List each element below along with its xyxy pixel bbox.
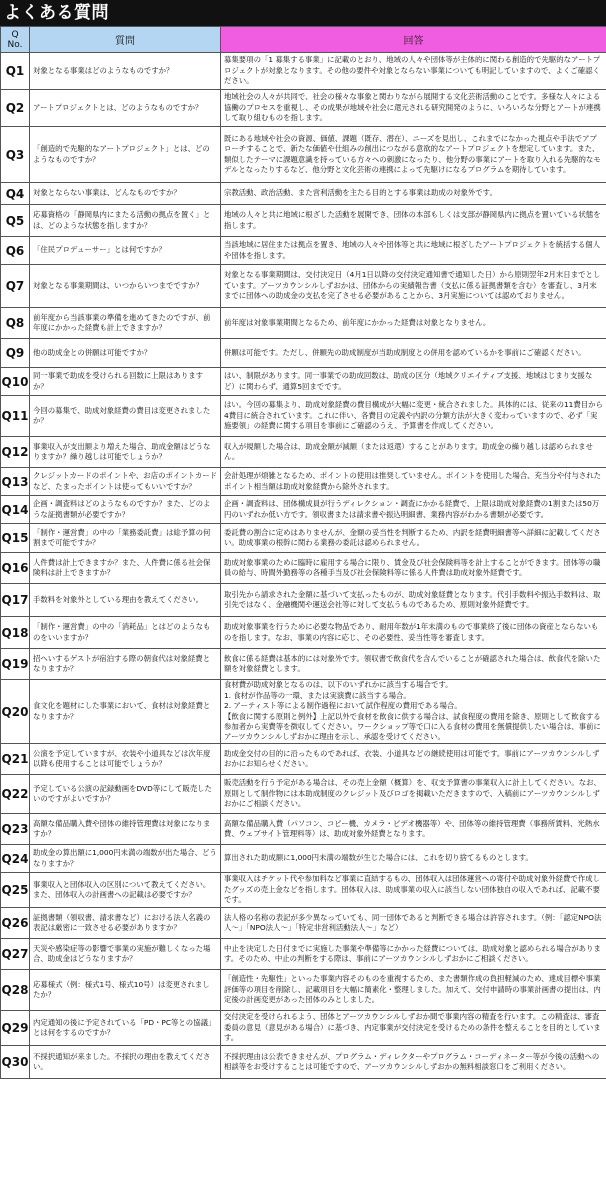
answer-cell xyxy=(221,584,606,617)
table-row xyxy=(1,970,606,1011)
answer-cell xyxy=(221,368,606,396)
answer-text: 販売活動を行う予定がある場合は、その売上金額（概算）を、収支予算書の事業収入に計上してください。なお、原則として制作物には本助成制度のクレジット及びロゴを掲載いただきますので、入稿前にアーツカウンシルしずおかにご相談ください。 xyxy=(224,778,601,809)
table-row xyxy=(1,873,606,908)
table-row xyxy=(1,524,606,553)
answer-text: 当該地域に居住または拠点を置き、地域の人々や団体等と共に地域に根ざしたアートプロジェクトを統括する個人や団体を指します。 xyxy=(224,240,601,260)
question-number: Q17 xyxy=(1,584,30,617)
question-text: 他の助成金との併願は可能ですか？ xyxy=(33,347,152,357)
answer-text: 宗教活動、政治活動、また営利活動を主たる目的とする事業は助成の対象外です。 xyxy=(224,188,497,198)
answer-text: 事業収入はチケット代や参加料など事業に直結するもの、団体収入は団体運営への寄付や助成対象外経費で作成したグッズの売上金などを指します。団体収入は、助成事業の収入に該当しない団体独自の収入であれば、記載不要です。 xyxy=(224,874,600,905)
question-text: クレジットカードのポイントや、お店のポイントカードなど、たまったポイントは使ってもいいですか？ xyxy=(33,471,217,491)
question-cell xyxy=(30,1011,221,1046)
table-row xyxy=(1,339,606,368)
table-row xyxy=(1,205,606,237)
question-cell xyxy=(30,873,221,908)
question-cell xyxy=(30,970,221,1011)
question-number: Q25 xyxy=(1,873,30,908)
answer-cell xyxy=(221,617,606,649)
question-number: Q22 xyxy=(1,775,30,814)
question-number: Q24 xyxy=(1,845,30,873)
table-row xyxy=(1,308,606,339)
question-number: Q12 xyxy=(1,437,30,468)
question-number: Q23 xyxy=(1,814,30,845)
answer-cell xyxy=(221,970,606,1011)
question-cell xyxy=(30,775,221,814)
table-row xyxy=(1,90,606,127)
question-cell xyxy=(30,396,221,437)
answer-cell xyxy=(221,183,606,205)
answer-text: 算出された助成額に1,000円未満の端数が生じた場合には、これを切り捨てるものとします。 xyxy=(224,853,533,863)
answer-text: 中止を決定した日付までに実施した事業や準備等にかかった経費については、助成対象と認められる場合があります。そのため、中止の判断をする際は、事前にアーツカウンシルしずおかにご相談ください。 xyxy=(224,943,601,963)
table-row xyxy=(1,468,606,496)
answer-text: 食材費が助成対象となるのは、以下のいずれかに該当する場合です。 1. 食材が作品等の一環、または実演費に該当する場合。 2. アーティスト等による制作過程において試作程度の費用である場合。 【飲食に関する原則と例外】上記以外で食材を飲食に供する場合は、試食程度の費用を除き、原則として飲食する参加者から実費等を徴収してください。ワークショップ等で口に入る食材の費用を無償提供したい場合は、事前にアーツカウンシルしずおかに理由を示し、承認を受けてください。 xyxy=(224,680,601,742)
answer-text: 募集要項の「1 募集する事業」に記載のとおり、地域の人々や団体等が主体的に関わる創造的で先駆的なアートプロジェクトが対象となります。その他の要件や対象とならない事業についても明記していますので、よくご確認ください。 xyxy=(224,55,601,86)
question-cell xyxy=(30,53,221,90)
answer-cell xyxy=(221,127,606,183)
question-cell xyxy=(30,183,221,205)
table-row xyxy=(1,617,606,649)
table-row xyxy=(1,680,606,744)
answer-cell xyxy=(221,873,606,908)
answer-cell xyxy=(221,53,606,90)
table-row xyxy=(1,845,606,873)
question-number: Q27 xyxy=(1,939,30,970)
answer-cell xyxy=(221,237,606,265)
question-cell xyxy=(30,437,221,468)
question-text: 応募様式（例：様式1号、様式10号）は変更されましたか？ xyxy=(33,979,210,999)
question-text: 内定通知の後に予定されている「PD・PC等との協議」とは何をするのですか？ xyxy=(33,1017,216,1037)
question-number: Q28 xyxy=(1,970,30,1011)
answer-cell xyxy=(221,339,606,368)
table-row xyxy=(1,437,606,468)
answer-text: 法人格の名称の表記が多少異なっていても、同一団体であると判断できる場合は許容されます。（例：「認定NPO法人～」「NPO法人～」「特定非営利活動法人～」など） xyxy=(224,912,602,932)
header-question: 質問 xyxy=(30,27,221,53)
question-number: Q11 xyxy=(1,396,30,437)
answer-cell xyxy=(221,308,606,339)
question-number: Q13 xyxy=(1,468,30,496)
question-text: 人件費は計上できますか？また、人件費に係る社会保険料は計上できますか？ xyxy=(33,557,211,577)
answer-cell xyxy=(221,90,606,127)
table-row xyxy=(1,775,606,814)
question-cell xyxy=(30,845,221,873)
question-cell xyxy=(30,553,221,584)
question-text: 証拠書類（領収書、請求書など）における法人名義の表記は厳密に一致させる必要がありますか？ xyxy=(33,912,211,932)
question-cell xyxy=(30,496,221,524)
question-text: 助成金の算出額に1,000円未満の端数が出た場合、どうなりますか？ xyxy=(33,848,217,868)
table-row xyxy=(1,127,606,183)
question-text: 不採択通知が来ました。不採択の理由を教えてください。 xyxy=(33,1051,211,1071)
answer-text: 収入が規額した場合は、助成金額が減額（または返還）することがあります。助成金の繰り越しは認められません。 xyxy=(224,441,593,461)
answer-cell xyxy=(221,524,606,553)
table-row xyxy=(1,237,606,265)
table-row xyxy=(1,1046,606,1079)
table-row xyxy=(1,265,606,308)
question-text: 今回の募集で、助成対象経費の費目は変更されましたか？ xyxy=(33,405,211,425)
answer-cell xyxy=(221,908,606,939)
question-text: 公演を予定していますが、衣装や小道具などは次年度以降も使用することは可能でしょうか？ xyxy=(33,748,211,768)
question-cell xyxy=(30,339,221,368)
question-cell xyxy=(30,939,221,970)
table-row xyxy=(1,496,606,524)
answer-text: 「創造性・先駆性」といった事業内容そのものを重視するため、また書類作成の負担軽減のため、達成目標や事業評価等の項目を削除し、記載項目を大幅に簡素化・整理しました。加えて、交付申請時の事業計画書の提出は、内定後の計画変更があった団体のみとしました。 xyxy=(224,974,601,1005)
table-row xyxy=(1,553,606,584)
question-cell xyxy=(30,744,221,775)
answer-text: 高額な備品購入費（パソコン、コピー機、カメラ・ビデオ機器等）や、団体等の維持管理費（事務所賃料、光熱水費、ウェブサイト管理料等）は、助成対象外経費となります。 xyxy=(224,818,600,838)
table-row xyxy=(1,1011,606,1046)
question-text: 天災や感染症等の影響で事業の実施が難しくなった場合、助成金はどうなりますか？ xyxy=(33,943,211,963)
answer-cell xyxy=(221,775,606,814)
answer-text: 委託費の割合に定めはありませんが、金額の妥当性を判断するため、内訳を経費明細書等へ詳細に記載してください。助成事業の根幹に関わる業務の委託は認められません。 xyxy=(224,527,601,547)
answer-text: 企画・調査料は、団体構成員が行うディレクション・調査にかかる経費で、上限は助成対象経費の1割または50万円のいずれか低い方です。領収書または請求書や振込明細書、業務内容がわかる書類が必要です。 xyxy=(224,499,600,519)
answer-text: 前年度は対象事業期間となるため、前年度にかかった経費は対象となりません。 xyxy=(224,317,491,327)
table-row xyxy=(1,368,606,396)
question-text: 手数料を対象外としている理由を教えてください。 xyxy=(33,594,203,604)
question-text: 食文化を題材にした事業において、食材は対象経費となりますか？ xyxy=(33,701,211,721)
answer-cell xyxy=(221,1046,606,1079)
question-cell xyxy=(30,127,221,183)
page-title: よくある質問 xyxy=(0,0,606,26)
answer-cell xyxy=(221,396,606,437)
question-text: 「創造的で先駆的なアートプロジェクト」とは、どのようなものですか？ xyxy=(33,144,210,164)
question-cell xyxy=(30,368,221,396)
answer-text: 助成対象事業のために臨時に雇用する場合に限り、賃金及び社会保険料等を計上することができます。団体等の職員の給与、時間外勤務等の各種手当及び社会保険料等に係る人件費は助成対象外経費です。 xyxy=(224,557,601,577)
answer-text: 不採択理由は公表できませんが、プログラム・ディレクターやプログラム・コーディネーター等が今後の活動への相談等をお受けすることは可能ですので、アーツカウンシルしずおかの無料相談窓口をご利用ください。 xyxy=(224,1051,600,1071)
question-cell xyxy=(30,908,221,939)
answer-text: はい、制限があります。同一事業での助成回数は、助成の区分（地域クリエイティブ支援、地域はじまり支援など）に関わらず、通算5回までです。 xyxy=(224,371,593,391)
question-cell xyxy=(30,617,221,649)
question-cell xyxy=(30,680,221,744)
question-number: Q9 xyxy=(1,339,30,368)
answer-text: 併願は可能です。ただし、併願先の助成制度が当助成制度との併用を認めているかを事前にご確認ください。 xyxy=(224,347,586,357)
table-row xyxy=(1,939,606,970)
question-cell xyxy=(30,649,221,680)
answer-cell xyxy=(221,814,606,845)
question-text: 対象となる事業はどのようなものですか？ xyxy=(33,65,174,75)
question-number: Q15 xyxy=(1,524,30,553)
answer-cell xyxy=(221,939,606,970)
answer-cell xyxy=(221,496,606,524)
question-text: 予定している公演の記録動画をDVD等にして販売したいのですがよいですか？ xyxy=(33,783,212,803)
answer-cell xyxy=(221,1011,606,1046)
question-number: Q29 xyxy=(1,1011,30,1046)
question-text: 事業収入が支出額より増えた場合、助成金額はどうなりますか？繰り越しは可能でしょうか？ xyxy=(33,441,211,461)
answer-text: 地域の人々と共に地域に根ざした活動を展開でき、団体の本部もしくは支部が静岡県内に拠点を置いている状態を指します。 xyxy=(224,210,601,230)
answer-text: 助成対象事業を行うために必要な物品であり、耐用年数が1年未満のもので事業終了後に団体の資産とならないものを指します。なお、事業の内容に応じ、その必要性、妥当性等を審査します。 xyxy=(224,622,599,642)
question-number: Q5 xyxy=(1,205,30,237)
question-number: Q3 xyxy=(1,127,30,183)
answer-text: 交付決定を受けられるよう、団体とアーツカウンシルしずおか間で事業内容の精査を行います。この精査は、審査委員の意見（意見がある場合）に基づき、内定事業が交付決定を受けるための条件を整えることを目的としています。 xyxy=(224,1012,601,1043)
table-row xyxy=(1,908,606,939)
question-number: Q6 xyxy=(1,237,30,265)
table-row xyxy=(1,183,606,205)
question-number: Q10 xyxy=(1,368,30,396)
question-text: 対象とならない事業は、どんなものですか？ xyxy=(33,188,181,198)
question-number: Q19 xyxy=(1,649,30,680)
answer-text: 飲食に係る経費は基本的には対象外です。領収書で飲食代を含んでいることが確認された場合は、飲食代を除いた額を対象経費とします。 xyxy=(224,653,601,673)
question-cell xyxy=(30,237,221,265)
answer-cell xyxy=(221,437,606,468)
question-number: Q18 xyxy=(1,617,30,649)
question-text: 「住民プロデューサー」とは何ですか？ xyxy=(33,245,166,255)
question-cell xyxy=(30,205,221,237)
answer-text: 取引先から請求された金額に基づいて支払ったものが、助成対象経費となります。代引手数料や振込手数料は、取引先ではなく、金融機関や運送会社等に対して支払うものであるため、原則対象外経費です。 xyxy=(224,589,601,609)
question-number: Q8 xyxy=(1,308,30,339)
answer-cell xyxy=(221,744,606,775)
question-text: 対象となる事業期間は、いつからいつまでですか？ xyxy=(33,280,203,290)
question-text: 招へいするゲストが宿泊する際の朝食代は対象経費となりますか？ xyxy=(33,653,211,673)
answer-cell xyxy=(221,468,606,496)
answer-cell xyxy=(221,265,606,308)
question-cell xyxy=(30,584,221,617)
answer-text: はい。今回の募集より、助成対象経費の費目構成が大幅に変更・統合されました。具体的には、従来の11費目から4費目に統合されています。これに伴い、各費目の定義や内訳の分類方法が大きく変わっていますので、必ず「実施要領」の経費に関する項目を事前にご確認のうえ、予算書を作成してください。 xyxy=(224,400,603,431)
question-cell xyxy=(30,1046,221,1079)
answer-cell xyxy=(221,845,606,873)
answer-text: 地域社会の人々が共同で、社会の様々な事象と関わりながら展開する文化芸術活動のことです。多様な人々による協働のプロセスを重視し、その成果が地域や社会に還元される研究開発のように、いろいろな分野とアートが連携して取り組むものを指します。 xyxy=(224,92,601,123)
answer-cell xyxy=(221,649,606,680)
question-number: Q1 xyxy=(1,53,30,90)
table-row xyxy=(1,649,606,680)
answer-cell xyxy=(221,680,606,744)
question-number: Q4 xyxy=(1,183,30,205)
answer-cell xyxy=(221,553,606,584)
faq-table xyxy=(0,26,606,1079)
table-row xyxy=(1,584,606,617)
question-number: Q14 xyxy=(1,496,30,524)
answer-text: 会計処理が煩雑となるため、ポイントの使用は推奨していません。ポイントを使用した場合、充当分や付与されたポイント相当額は助成対象経費から除外されます。 xyxy=(224,471,602,491)
question-text: 高額な備品購入費や団体の維持管理費は対象になりますか？ xyxy=(33,818,211,838)
header-no: Q No. xyxy=(1,27,30,53)
answer-text: 既にある地域や社会の資源、価値、課題（既存、潜在）、ニーズを見出し、これまでになかった視点や手法でアプローチすることで、新たな価値や仕組みの創出につながる意欲的なアートプロジェクトを想定しています。また、類似したテーマに課題意識を持っている方々への刺激になったり、他分野の事業にアートを取り入れる先駆的なモデルとなったりするなど、他分野と文化芸術の連携によって先駆けになるプログラムを期待しています。 xyxy=(224,133,601,174)
question-cell xyxy=(30,468,221,496)
question-cell xyxy=(30,265,221,308)
question-text: 同一事業で助成を受けられる回数に上限はありますか？ xyxy=(33,371,203,391)
answer-cell xyxy=(221,205,606,237)
question-number: Q26 xyxy=(1,908,30,939)
question-number: Q2 xyxy=(1,90,30,127)
question-text: 応募資格の「静岡県内にまたる活動の拠点を置く」とは、どのような状態を指しますか？ xyxy=(33,210,211,230)
header-answer: 回答 xyxy=(221,27,606,53)
question-text: 前年度から当該事業の準備を進めてきたのですが、前年度にかかった経費も計上できますか？ xyxy=(33,312,211,332)
question-cell xyxy=(30,90,221,127)
table-row xyxy=(1,814,606,845)
question-text: 企画・調査料はどのようなものですか？また、どのような証拠書類が必要ですか？ xyxy=(33,499,211,519)
question-number: Q20 xyxy=(1,680,30,744)
question-cell xyxy=(30,524,221,553)
table-row xyxy=(1,396,606,437)
answer-text: 助成金交付の目的に沿ったものであれば、衣装、小道具などの継続使用は可能です。事前にアーツカウンシルしずおかにお知らせください。 xyxy=(224,748,600,768)
question-number: Q7 xyxy=(1,265,30,308)
question-text: アートプロジェクトとは、どのようなものですか？ xyxy=(33,102,203,112)
question-number: Q30 xyxy=(1,1046,30,1079)
answer-text: 対象となる事業期間は、交付決定日（4月1日以降の交付決定通知書で通知した日）から原則翌年2月末日までとしています。アーツカウンシルしずおかは、団体からの実績報告書（支払に係る証拠書類を含む）を審査し、3月末までに団体への助成金の支払を完了させる必要があることから、3月実施については認めておりません。 xyxy=(224,270,601,301)
question-text: 事業収入と団体収入の区別について教えてください。また、団体収入の計画書への記載は必要ですか？ xyxy=(33,879,211,899)
question-number: Q21 xyxy=(1,744,30,775)
table-header-row xyxy=(1,27,606,53)
table-row xyxy=(1,53,606,90)
question-number: Q16 xyxy=(1,553,30,584)
question-cell xyxy=(30,814,221,845)
question-text: 「制作・運営費」の中の「業務委託費」は総予算の何割まで可能ですか？ xyxy=(33,527,211,547)
question-cell xyxy=(30,308,221,339)
question-text: 「制作・運営費」の中の「消耗品」とはどのようなものをいいますか？ xyxy=(33,622,211,642)
table-row xyxy=(1,744,606,775)
